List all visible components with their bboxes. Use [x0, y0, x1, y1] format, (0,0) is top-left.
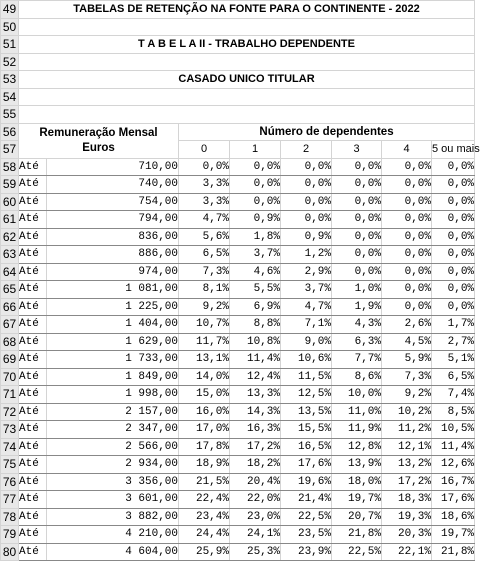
row-header[interactable]: 50 — [1, 18, 19, 36]
row-header[interactable]: 74 — [1, 438, 19, 456]
amount-cell[interactable]: 1 404,00 — [47, 316, 179, 334]
row-header[interactable]: 67 — [1, 316, 19, 334]
rate-cell-4[interactable]: 11,2% — [382, 421, 432, 439]
rate-cell-0[interactable]: 13,1% — [179, 351, 230, 369]
rate-cell-1[interactable]: 16,3% — [230, 421, 281, 439]
table-row — [1, 386, 475, 404]
rate-cell-1[interactable]: 0,0% — [230, 193, 281, 211]
rate-cell-1[interactable]: 11,4% — [230, 351, 281, 369]
rate-cell-2[interactable]: 9,0% — [281, 333, 332, 351]
col-header-4[interactable]: 4 — [382, 141, 432, 159]
table-row — [1, 508, 475, 526]
rate-cell-5[interactable]: 21,8% — [432, 543, 475, 561]
rate-cell-3[interactable]: 0,0% — [332, 228, 382, 246]
amount-cell[interactable]: 3 882,00 — [47, 508, 179, 526]
row-header[interactable]: 79 — [1, 526, 19, 544]
rate-cell-2[interactable]: 16,5% — [281, 438, 332, 456]
rate-cell-1[interactable]: 0,9% — [230, 211, 281, 229]
row-header[interactable]: 60 — [1, 193, 19, 211]
row-header[interactable]: 77 — [1, 491, 19, 509]
table-row — [1, 193, 475, 211]
rate-cell-3[interactable]: 0,0% — [332, 193, 382, 211]
rate-cell-4[interactable]: 0,0% — [382, 263, 432, 281]
ate-cell[interactable]: Até — [19, 298, 47, 316]
row-header[interactable]: 69 — [1, 351, 19, 369]
rate-cell-0[interactable]: 15,0% — [179, 386, 230, 404]
table-row — [1, 421, 475, 439]
col-header-1[interactable]: 1 — [230, 141, 281, 159]
rate-cell-4[interactable]: 5,9% — [382, 351, 432, 369]
ate-cell[interactable]: Até — [19, 176, 47, 194]
table-row — [1, 438, 475, 456]
row-header[interactable]: 62 — [1, 228, 19, 246]
rate-cell-5[interactable]: 10,5% — [432, 421, 475, 439]
rate-cell-1[interactable]: 10,8% — [230, 333, 281, 351]
rate-cell-4[interactable]: 20,3% — [382, 526, 432, 544]
rate-cell-1[interactable]: 24,1% — [230, 526, 281, 544]
rate-cell-4[interactable]: 22,1% — [382, 543, 432, 561]
rate-cell-1[interactable]: 0,0% — [230, 158, 281, 176]
amount-cell[interactable]: 974,00 — [47, 263, 179, 281]
rate-cell-3[interactable]: 0,0% — [332, 158, 382, 176]
rate-cell-5[interactable]: 0,0% — [432, 228, 475, 246]
ate-cell[interactable]: Até — [19, 526, 47, 544]
rate-cell-3[interactable]: 0,0% — [332, 263, 382, 281]
rate-cell-2[interactable]: 13,5% — [281, 403, 332, 421]
table-row — [1, 456, 475, 474]
rate-cell-5[interactable]: 0,0% — [432, 263, 475, 281]
rate-cell-0[interactable]: 6,5% — [179, 246, 230, 264]
ate-cell[interactable]: Até — [19, 421, 47, 439]
rate-cell-2[interactable]: 2,9% — [281, 263, 332, 281]
rate-cell-5[interactable]: 8,5% — [432, 403, 475, 421]
row-header[interactable]: 52 — [1, 53, 19, 71]
table-row — [1, 491, 475, 509]
ate-cell[interactable]: Até — [19, 228, 47, 246]
rate-cell-3[interactable]: 10,0% — [332, 386, 382, 404]
subtitle[interactable]: CASADO UNICO TITULAR — [19, 71, 475, 89]
rate-cell-1[interactable]: 5,5% — [230, 281, 281, 299]
rate-cell-5[interactable]: 5,1% — [432, 351, 475, 369]
rate-cell-5[interactable]: 11,4% — [432, 438, 475, 456]
ate-cell[interactable]: Até — [19, 316, 47, 334]
rate-cell-2[interactable]: 17,6% — [281, 456, 332, 474]
rate-cell-4[interactable]: 0,0% — [382, 228, 432, 246]
table-row — [1, 526, 475, 544]
row-header[interactable]: 49 — [1, 1, 19, 19]
amount-cell[interactable]: 1 998,00 — [47, 386, 179, 404]
rate-cell-3[interactable]: 0,0% — [332, 246, 382, 264]
ate-cell[interactable]: Até — [19, 508, 47, 526]
rate-cell-0[interactable]: 0,0% — [179, 158, 230, 176]
amount-cell[interactable]: 3 601,00 — [47, 491, 179, 509]
amount-cell[interactable]: 2 157,00 — [47, 403, 179, 421]
rate-cell-2[interactable]: 23,9% — [281, 543, 332, 561]
rate-cell-0[interactable]: 24,4% — [179, 526, 230, 544]
row-header[interactable]: 55 — [1, 106, 19, 124]
rate-cell-5[interactable]: 17,6% — [432, 491, 475, 509]
row-header[interactable]: 64 — [1, 263, 19, 281]
rate-cell-0[interactable]: 9,2% — [179, 298, 230, 316]
ate-cell[interactable]: Até — [19, 193, 47, 211]
table-title[interactable]: T A B E L A II - TRABALHO DEPENDENTE — [19, 36, 475, 54]
rate-cell-2[interactable]: 23,5% — [281, 526, 332, 544]
col-header-5-ou-mais[interactable]: 5 ou mais — [432, 141, 475, 159]
ate-cell[interactable]: Até — [19, 281, 47, 299]
rate-cell-3[interactable]: 12,8% — [332, 438, 382, 456]
ate-cell[interactable]: Até — [19, 456, 47, 474]
rate-cell-2[interactable]: 3,7% — [281, 281, 332, 299]
rate-cell-3[interactable]: 20,7% — [332, 508, 382, 526]
amount-cell[interactable]: 1 081,00 — [47, 281, 179, 299]
rate-cell-1[interactable]: 25,3% — [230, 543, 281, 561]
empty-row[interactable] — [19, 53, 475, 71]
row-header[interactable]: 56 — [1, 123, 19, 141]
row-header[interactable]: 75 — [1, 456, 19, 474]
row-header[interactable]: 66 — [1, 298, 19, 316]
col-header-3[interactable]: 3 — [332, 141, 382, 159]
rate-cell-0[interactable]: 23,4% — [179, 508, 230, 526]
rate-cell-0[interactable]: 25,9% — [179, 543, 230, 561]
amount-cell[interactable]: 1 629,00 — [47, 333, 179, 351]
ate-cell[interactable]: Até — [19, 386, 47, 404]
rate-cell-5[interactable]: 19,7% — [432, 526, 475, 544]
rate-cell-4[interactable]: 13,2% — [382, 456, 432, 474]
amount-cell[interactable]: 2 934,00 — [47, 456, 179, 474]
row-header[interactable]: 63 — [1, 246, 19, 264]
rate-cell-3[interactable]: 1,9% — [332, 298, 382, 316]
amount-cell[interactable]: 4 604,00 — [47, 543, 179, 561]
rate-cell-2[interactable]: 21,4% — [281, 491, 332, 509]
rate-cell-4[interactable]: 10,2% — [382, 403, 432, 421]
rate-cell-5[interactable]: 18,6% — [432, 508, 475, 526]
amount-cell[interactable]: 1 849,00 — [47, 368, 179, 386]
table-row — [1, 298, 475, 316]
table-row — [1, 158, 475, 176]
ate-cell[interactable]: Até — [19, 438, 47, 456]
remuneracao-header[interactable] — [19, 123, 179, 158]
rate-cell-0[interactable]: 16,0% — [179, 403, 230, 421]
rate-cell-4[interactable]: 7,3% — [382, 368, 432, 386]
table-row — [1, 176, 475, 194]
rate-cell-5[interactable]: 6,5% — [432, 368, 475, 386]
rate-cell-2[interactable]: 22,5% — [281, 508, 332, 526]
rate-cell-5[interactable]: 7,4% — [432, 386, 475, 404]
rate-cell-0[interactable]: 10,7% — [179, 316, 230, 334]
rate-cell-5[interactable]: 1,7% — [432, 316, 475, 334]
rate-cell-0[interactable]: 7,3% — [179, 263, 230, 281]
rate-cell-0[interactable]: 5,6% — [179, 228, 230, 246]
rate-cell-2[interactable]: 15,5% — [281, 421, 332, 439]
rate-cell-5[interactable]: 0,0% — [432, 211, 475, 229]
rate-cell-4[interactable]: 0,0% — [382, 211, 432, 229]
col-header-2[interactable]: 2 — [281, 141, 332, 159]
rate-cell-2[interactable]: 19,6% — [281, 473, 332, 491]
amount-cell[interactable]: 1 733,00 — [47, 351, 179, 369]
rate-cell-5[interactable]: 0,0% — [432, 193, 475, 211]
rate-cell-5[interactable]: 16,7% — [432, 473, 475, 491]
row-header[interactable]: 73 — [1, 421, 19, 439]
rate-cell-3[interactable]: 0,0% — [332, 176, 382, 194]
rate-cell-4[interactable]: 0,0% — [382, 176, 432, 194]
row-header[interactable]: 51 — [1, 36, 19, 54]
main-title[interactable]: TABELAS DE RETENÇÃO NA FONTE PARA O CONTINENTE - 2022 — [19, 1, 475, 19]
row-header[interactable]: 71 — [1, 386, 19, 404]
row-header[interactable]: 57 — [1, 141, 19, 159]
table-row — [1, 228, 475, 246]
rate-cell-4[interactable]: 0,0% — [382, 246, 432, 264]
amount-cell[interactable]: 740,00 — [47, 176, 179, 194]
rate-cell-3[interactable]: 19,7% — [332, 491, 382, 509]
remuneracao-label: Remuneração Mensal — [39, 126, 158, 139]
table-row — [1, 473, 475, 491]
ate-cell[interactable]: Até — [19, 403, 47, 421]
empty-row[interactable] — [19, 106, 475, 124]
row-header[interactable]: 58 — [1, 158, 19, 176]
table-row — [1, 281, 475, 299]
rate-cell-1[interactable]: 17,2% — [230, 438, 281, 456]
amount-cell[interactable]: 754,00 — [47, 193, 179, 211]
row-header[interactable]: 59 — [1, 176, 19, 194]
rate-cell-2[interactable]: 0,0% — [281, 176, 332, 194]
rate-cell-2[interactable]: 10,6% — [281, 351, 332, 369]
ate-cell[interactable]: Até — [19, 368, 47, 386]
rate-cell-2[interactable]: 11,5% — [281, 368, 332, 386]
rate-cell-1[interactable]: 4,6% — [230, 263, 281, 281]
rate-cell-3[interactable]: 0,0% — [332, 211, 382, 229]
ate-cell[interactable]: Até — [19, 263, 47, 281]
rate-cell-5[interactable]: 0,0% — [432, 158, 475, 176]
rate-cell-4[interactable]: 4,5% — [382, 333, 432, 351]
col-header-0[interactable]: 0 — [179, 141, 230, 159]
rate-cell-3[interactable]: 7,7% — [332, 351, 382, 369]
rate-cell-4[interactable]: 0,0% — [382, 281, 432, 299]
table-row — [1, 368, 475, 386]
rate-cell-0[interactable]: 14,0% — [179, 368, 230, 386]
rate-cell-1[interactable]: 18,2% — [230, 456, 281, 474]
table-row — [1, 403, 475, 421]
amount-cell[interactable]: 836,00 — [47, 228, 179, 246]
rate-cell-3[interactable]: 6,3% — [332, 333, 382, 351]
row-header[interactable]: 68 — [1, 333, 19, 351]
rate-cell-1[interactable]: 1,8% — [230, 228, 281, 246]
dependentes-header[interactable]: Número de dependentes — [179, 123, 475, 141]
rate-cell-3[interactable]: 21,8% — [332, 526, 382, 544]
rate-cell-5[interactable]: 12,6% — [432, 456, 475, 474]
amount-cell[interactable]: 2 347,00 — [47, 421, 179, 439]
amount-cell[interactable]: 2 566,00 — [47, 438, 179, 456]
rate-cell-1[interactable]: 6,9% — [230, 298, 281, 316]
rate-cell-2[interactable]: 0,0% — [281, 193, 332, 211]
rate-cell-2[interactable]: 0,0% — [281, 158, 332, 176]
table-row — [1, 316, 475, 334]
row-header[interactable]: 53 — [1, 71, 19, 89]
rate-cell-2[interactable]: 1,2% — [281, 246, 332, 264]
rate-cell-4[interactable]: 0,0% — [382, 158, 432, 176]
rate-cell-1[interactable]: 14,3% — [230, 403, 281, 421]
rate-cell-3[interactable]: 13,9% — [332, 456, 382, 474]
rate-cell-3[interactable]: 8,6% — [332, 368, 382, 386]
rate-cell-4[interactable]: 9,2% — [382, 386, 432, 404]
rate-cell-4[interactable]: 12,1% — [382, 438, 432, 456]
ate-cell[interactable]: Até — [19, 491, 47, 509]
row-header[interactable]: 61 — [1, 211, 19, 229]
rate-cell-0[interactable]: 17,0% — [179, 421, 230, 439]
row-header[interactable]: 80 — [1, 543, 19, 561]
row-header[interactable]: 76 — [1, 473, 19, 491]
row-header[interactable]: 65 — [1, 281, 19, 299]
rate-cell-3[interactable]: 18,0% — [332, 473, 382, 491]
rate-cell-0[interactable]: 18,9% — [179, 456, 230, 474]
rate-cell-5[interactable]: 2,7% — [432, 333, 475, 351]
rate-cell-2[interactable]: 7,1% — [281, 316, 332, 334]
rate-cell-3[interactable]: 11,0% — [332, 403, 382, 421]
rate-cell-0[interactable]: 17,8% — [179, 438, 230, 456]
rate-cell-5[interactable]: 0,0% — [432, 298, 475, 316]
rate-cell-0[interactable]: 3,3% — [179, 193, 230, 211]
empty-row[interactable] — [19, 18, 475, 36]
rate-cell-1[interactable]: 8,8% — [230, 316, 281, 334]
rate-cell-3[interactable]: 22,5% — [332, 543, 382, 561]
empty-row[interactable] — [19, 88, 475, 106]
rate-cell-5[interactable]: 0,0% — [432, 176, 475, 194]
ate-cell[interactable]: Até — [19, 333, 47, 351]
row-header[interactable]: 70 — [1, 368, 19, 386]
euros-label: Euros — [82, 141, 115, 154]
amount-cell[interactable]: 3 356,00 — [47, 473, 179, 491]
rate-cell-4[interactable]: 18,3% — [382, 491, 432, 509]
rate-cell-0[interactable]: 8,1% — [179, 281, 230, 299]
ate-cell[interactable]: Até — [19, 351, 47, 369]
rate-cell-4[interactable]: 2,6% — [382, 316, 432, 334]
amount-cell[interactable]: 710,00 — [47, 158, 179, 176]
rate-cell-1[interactable]: 23,0% — [230, 508, 281, 526]
ate-cell[interactable]: Até — [19, 211, 47, 229]
rate-cell-4[interactable]: 0,0% — [382, 193, 432, 211]
ate-cell[interactable]: Até — [19, 543, 47, 561]
rate-cell-3[interactable]: 1,0% — [332, 281, 382, 299]
rate-cell-1[interactable]: 12,4% — [230, 368, 281, 386]
rate-cell-5[interactable]: 0,0% — [432, 281, 475, 299]
table-row — [1, 543, 475, 561]
table-row — [1, 351, 475, 369]
rate-cell-5[interactable]: 0,0% — [432, 246, 475, 264]
amount-cell[interactable]: 4 210,00 — [47, 526, 179, 544]
rate-cell-0[interactable]: 11,7% — [179, 333, 230, 351]
table-row — [1, 263, 475, 281]
rate-cell-0[interactable]: 22,4% — [179, 491, 230, 509]
rate-cell-1[interactable]: 22,0% — [230, 491, 281, 509]
rate-cell-0[interactable]: 21,5% — [179, 473, 230, 491]
ate-cell[interactable]: Até — [19, 473, 47, 491]
rate-cell-3[interactable]: 11,9% — [332, 421, 382, 439]
rate-cell-4[interactable]: 17,2% — [382, 473, 432, 491]
row-header[interactable]: 78 — [1, 508, 19, 526]
amount-cell[interactable]: 886,00 — [47, 246, 179, 264]
rate-cell-0[interactable]: 4,7% — [179, 211, 230, 229]
rate-cell-1[interactable]: 20,4% — [230, 473, 281, 491]
row-header[interactable]: 72 — [1, 403, 19, 421]
amount-cell[interactable]: 794,00 — [47, 211, 179, 229]
rate-cell-4[interactable]: 0,0% — [382, 298, 432, 316]
amount-cell[interactable]: 1 225,00 — [47, 298, 179, 316]
table-row — [1, 246, 475, 264]
row-header[interactable]: 54 — [1, 88, 19, 106]
rate-cell-0[interactable]: 3,3% — [179, 176, 230, 194]
table-row — [1, 211, 475, 229]
ate-cell[interactable]: Até — [19, 158, 47, 176]
rate-cell-1[interactable]: 13,3% — [230, 386, 281, 404]
rate-cell-1[interactable]: 3,7% — [230, 246, 281, 264]
rate-cell-2[interactable]: 0,0% — [281, 211, 332, 229]
ate-cell[interactable]: Até — [19, 246, 47, 264]
rate-cell-3[interactable]: 4,3% — [332, 316, 382, 334]
table-row — [1, 333, 475, 351]
rate-cell-2[interactable]: 12,5% — [281, 386, 332, 404]
rate-cell-2[interactable]: 4,7% — [281, 298, 332, 316]
rate-cell-4[interactable]: 19,3% — [382, 508, 432, 526]
rate-cell-2[interactable]: 0,9% — [281, 228, 332, 246]
rate-cell-1[interactable]: 0,0% — [230, 176, 281, 194]
